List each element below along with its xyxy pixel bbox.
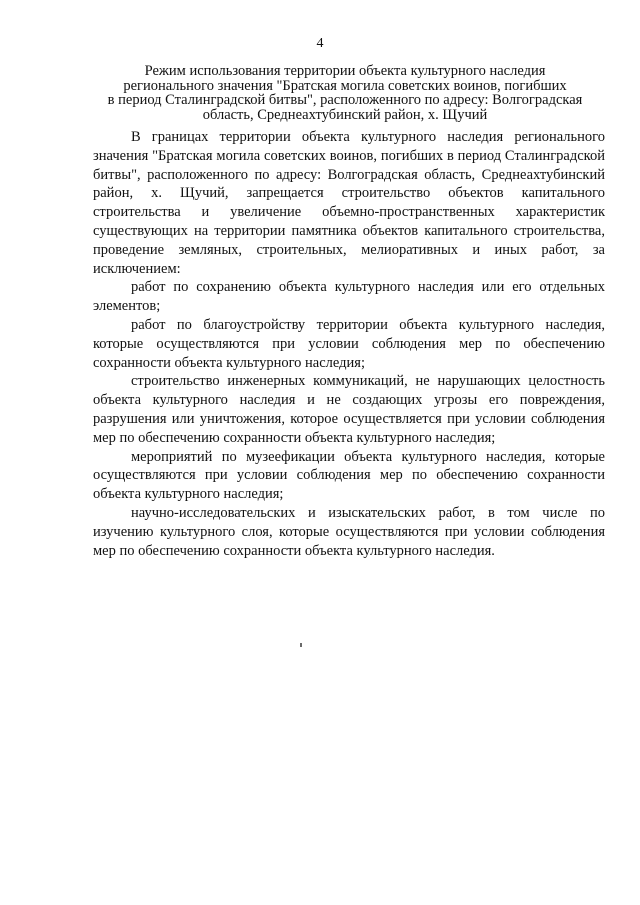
title-line: Режим использования территории объекта культурного наследия <box>144 63 546 79</box>
title-line: в период Сталинградской битвы", расположенного по адресу: Волгоградская <box>107 92 583 108</box>
document-body <box>93 128 605 560</box>
intro-paragraph: В границах территории объекта культурного наследия регионального значения "Братская могила советских воинов, погибших в период Сталинградской битвы", расположенного по адресу: Волгоградская область, Среднеахтубинский район, х. Щучий, запрещается строительство объектов капитального строительства и увеличение объемно-пространственных характеристик существующих на территории памятника объектов капитального строительства, проведение земляных, строительных, мелиоративных и иных работ, за исключением: <box>93 129 605 277</box>
title-line: регионального значения "Братская могила советских воинов, погибших <box>123 77 567 94</box>
exception-item: строительство инженерных коммуникаций, не нарушающих целостность объекта культурного наследия и не создающих угрозы его повреждения, разрушения или уничтожения, которое осуществляется при условии соблюдения мер по обеспечению сохранности объекта культурного наследия; <box>93 373 605 446</box>
exception-item: научно-исследовательских и изыскательских работ, в том числе по изучению культурного слоя, которые осуществляются при условии соблюдения мер по обеспечению сохранности объекта культурного наследия. <box>93 504 605 559</box>
document-title <box>90 64 600 122</box>
exception-item: работ по сохранению объекта культурного наследия или его отдельных элементов; <box>93 279 605 315</box>
scan-speck <box>300 643 302 647</box>
exception-item: работ по благоустройству территории объекта культурного наследия, которые осуществляются при условии соблюдения мер по обеспечению сохранности объекта культурного наследия; <box>93 316 605 371</box>
title-line: область, Среднеахтубинский район, х. Щучий <box>202 106 488 123</box>
exception-item: мероприятий по музеефикации объекта культурного наследия, которые осуществляются при условии соблюдения мер по обеспечению сохранности объекта культурного наследия; <box>93 448 605 503</box>
page-number: 4 <box>316 36 324 51</box>
